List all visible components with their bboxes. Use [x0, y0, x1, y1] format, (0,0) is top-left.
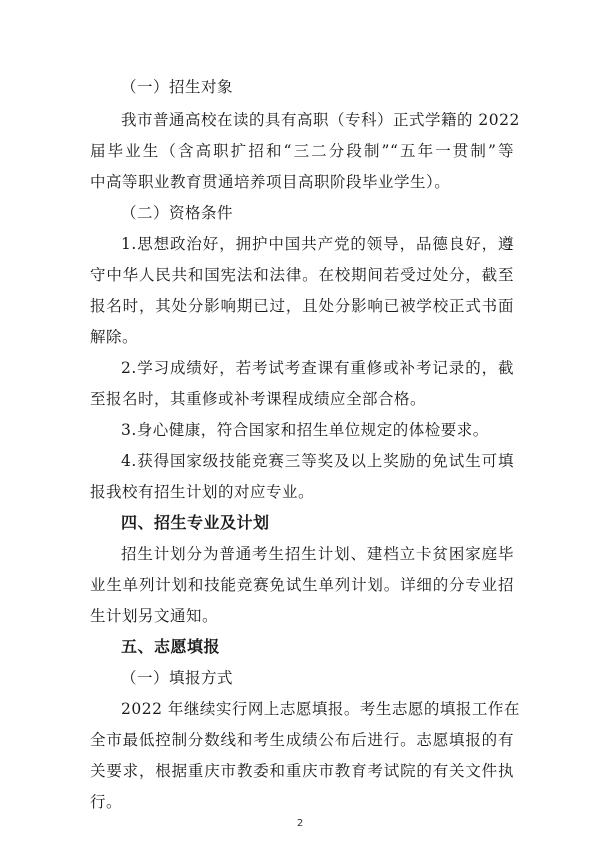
- subheading-application-method: （一）填报方式: [121, 669, 234, 687]
- paragraph-line: 报名时，其处分影响期已过，且处分影响已被学校正式书面: [90, 297, 514, 315]
- paragraph-line: 解除。: [90, 328, 139, 346]
- subheading-admission-target: （一）招生对象: [121, 78, 234, 96]
- paragraph-line: 全市最低控制分数线和考生成绩公布后进行。志愿填报的有: [90, 731, 514, 749]
- paragraph-line: 中高等职业教育贯通培养项目高职阶段毕业学生）。: [90, 173, 451, 191]
- paragraph-line: 生计划另文通知。: [90, 607, 219, 625]
- paragraph-line: 届毕业生（含高职扩招和“三二分段制”“五年一贯制”等: [90, 142, 514, 160]
- section-heading-application: 五、志愿填报: [121, 637, 221, 656]
- paragraph-line: 至报名时，其重修或补考课程成绩应全部合格。: [90, 390, 427, 408]
- paragraph-line: 业生单列计划和技能竞赛免试生单列计划。详细的分专业招: [90, 576, 514, 594]
- paragraph-line: 报我校有招生计划的对应专业。: [90, 483, 315, 501]
- paragraph-line: 招生计划分为普通考生招生计划、建档立卡贫困家庭毕: [121, 545, 514, 563]
- paragraph-line: 2.学习成绩好，若考试考查课有重修或补考记录的，截: [121, 359, 514, 377]
- section-heading-majors-plan: 四、招生专业及计划: [121, 513, 270, 532]
- paragraph-line: 3.身心健康，符合国家和招生单位规定的体检要求。: [121, 421, 489, 439]
- paragraph-line: 守中华人民共和国宪法和法律。在校期间若受过处分，截至: [90, 266, 514, 284]
- paragraph-line: 我市普通高校在读的具有高职（专科）正式学籍的 2022: [121, 111, 520, 129]
- paragraph-line: 关要求，根据重庆市教委和重庆市教育考试院的有关文件执: [90, 762, 514, 780]
- page-number: 2: [296, 818, 304, 829]
- paragraph-line: 1.思想政治好，拥护中国共产党的领导，品德良好，遵: [121, 235, 514, 253]
- paragraph-line: 4.获得国家级技能竞赛三等奖及以上奖励的免试生可填: [121, 452, 514, 470]
- subheading-eligibility: （二）资格条件: [121, 204, 234, 222]
- paragraph-line: 行。: [90, 793, 123, 811]
- paragraph-line: 2022 年继续实行网上志愿填报。考生志愿的填报工作在: [121, 700, 520, 718]
